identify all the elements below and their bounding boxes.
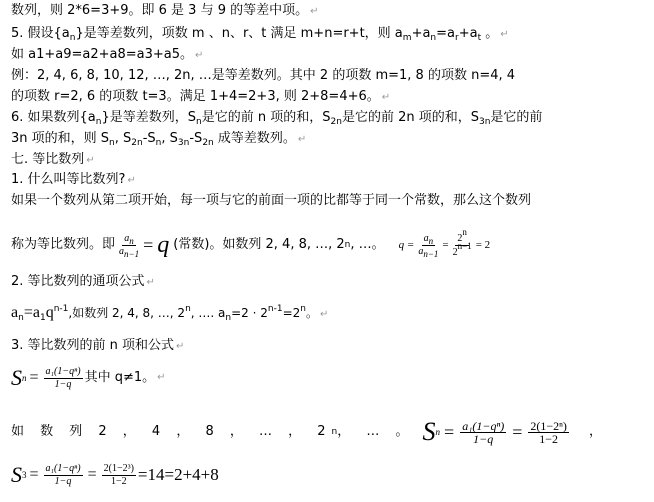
denominator: a	[119, 245, 125, 257]
subscript: 1	[39, 313, 46, 323]
line-text: =2	[282, 306, 301, 320]
formula-text: q	[45, 304, 54, 321]
fraction-an-over-an-1	[117, 233, 141, 258]
equals-sign: =	[87, 466, 97, 483]
line-text: 其中 q≠1。	[84, 370, 156, 385]
subscript: n	[430, 33, 437, 43]
superscript: n-1	[267, 304, 283, 314]
result: = 2	[475, 239, 491, 251]
formula-line-ratio: 称为等比数列。即 $\frac{a_n}{a_{n-1}}$ = q (常数)。如数列 2, 4, 8, …, 2 n , …。 q = $\frac{a_n}{a_{n-1}}$ = $\frac{2^n}{2^{n-1}}$ = 2	[11, 226, 491, 259]
text-line-10	[11, 193, 531, 209]
subscript: n−1	[124, 248, 140, 259]
line-text: }是等差数列，项数 m 、n、r、t 满足 m+n=r+t，则 a	[75, 26, 403, 41]
denominator: 1−2	[539, 431, 559, 446]
line-text: 3. 等比数列的前 n 项和公式	[11, 338, 175, 353]
subscript: n	[428, 235, 434, 246]
paragraph-mark-icon: ↵	[86, 155, 95, 166]
paragraph-mark-icon: ↵	[146, 277, 155, 288]
line-text: , S	[114, 131, 132, 146]
formula-text: =a	[23, 304, 40, 321]
text-line-4	[11, 68, 515, 84]
formula-line-general-term	[11, 305, 328, 323]
line-text: ， … 。	[337, 424, 415, 439]
equals-sign: =	[29, 369, 39, 386]
line-text: =a	[436, 26, 455, 41]
formula-line-s3: S 3 = $\frac{\text{a₁(1−qⁿ)}}{1-q}$ = $\frac{\text{2(1−2³)}}{1-2}$ =14=2+4+8	[11, 462, 219, 487]
line-text: -S	[189, 131, 203, 146]
fraction-sum-formula	[460, 420, 506, 445]
subscript: 2n	[330, 117, 342, 127]
superscript: n	[462, 226, 467, 237]
line-text: 如 a1+a9=a2+a8=a3+a5。	[11, 47, 194, 62]
line-text: 如果一个数列从第二项开始，每一项与它的前面一项的比都等于同一个常数，那么这个数列	[11, 193, 532, 208]
line-text: 例：2, 4, 6, 8, 10, 12, …, 2n, …是等差数列。其中 2 的项数 m=1, 8 的项数 n=4, 4	[11, 68, 516, 83]
sum-symbol: S	[422, 417, 436, 446]
line-text: , …。	[350, 237, 385, 252]
superscript: n	[185, 304, 191, 314]
line-text: 如 数 列 2 ， 4 ， 8 ， … ， 2	[11, 424, 332, 439]
fraction-an-ratio	[416, 233, 440, 258]
line-text: 。	[306, 306, 319, 320]
paragraph-mark-icon: ↵	[176, 341, 185, 352]
paragraph-mark-icon: ↵	[157, 372, 166, 383]
numerator: 2(1−2ⁿ)	[530, 418, 567, 433]
paragraph-mark-icon: ↵	[381, 92, 391, 103]
denominator: 1−2	[110, 475, 127, 487]
line-text: 的项数 r=2, 6 的项数 t=3。满足 1+4=2+3, 则 2+8=4+6。	[11, 89, 380, 104]
denominator: a	[418, 245, 424, 257]
sum-symbol: S	[11, 365, 22, 390]
text-line-1	[11, 3, 319, 20]
paragraph-mark-icon: ↵	[127, 175, 136, 186]
subscript: n	[196, 117, 202, 127]
line-text: 1. 什么叫等比数列?	[11, 172, 126, 187]
text-line-12	[11, 274, 155, 291]
equals-sign: =	[29, 466, 39, 483]
denominator: 2	[452, 246, 458, 258]
equals-sign: =	[512, 422, 523, 442]
subscript: 3n	[177, 138, 190, 148]
line-text: ，	[588, 424, 602, 439]
subscript: n	[69, 33, 76, 43]
line-text: 称为等比数列。即	[11, 237, 116, 252]
numerator: 2	[457, 232, 463, 244]
superscript: n−1	[457, 240, 472, 251]
paragraph-mark-icon: ↵	[310, 6, 319, 17]
line-text: 。	[481, 26, 499, 41]
line-text: 是它的前	[490, 110, 543, 125]
paragraph-mark-icon: ↵	[195, 50, 204, 61]
fraction-example	[528, 420, 569, 445]
subscript: n	[95, 117, 102, 127]
line-text: +a	[411, 26, 431, 41]
paragraph-mark-icon: ↵	[320, 309, 329, 320]
q-label: q =	[398, 239, 415, 251]
line-text: (常数)。如数列 2, 4, 8, …, 2	[173, 237, 345, 252]
text-line-3	[11, 47, 203, 64]
superscript: n-1	[53, 304, 69, 314]
formula-line-sum: S n = $\frac{\text{a₁(1−qⁿ)}}{1-q}$ 其中 q≠1。 ↵	[11, 365, 166, 390]
fraction-power-ratio	[451, 226, 474, 259]
text-line-5	[11, 89, 390, 106]
fraction-sum-formula	[44, 463, 83, 488]
numerator: a₁(1−qⁿ)	[45, 365, 81, 377]
equals-sign: =	[442, 239, 449, 251]
line-text: 6. 如果数列{a	[11, 110, 96, 125]
line-text: 3n 项的和，则 S	[11, 131, 110, 146]
line-text: 成等差数列。	[213, 131, 296, 146]
line-text: }是等差数列，S	[101, 110, 197, 125]
fraction-example	[102, 463, 136, 488]
subscript: n−1	[423, 248, 439, 259]
numerator: a	[423, 232, 429, 244]
numerator: a₁(1−qⁿ)	[462, 418, 505, 433]
denominator: 1−q	[54, 475, 72, 487]
line-text: , …. a	[190, 306, 226, 320]
subscript: n	[129, 235, 134, 246]
equals-sign: =	[444, 422, 455, 442]
subscript: r	[455, 33, 459, 43]
formula-text: a	[11, 304, 19, 321]
subscript: 3n	[478, 117, 491, 127]
text-line-6	[11, 110, 542, 126]
line-text: -S	[142, 131, 156, 146]
subscript: n	[109, 138, 115, 148]
subscript: 2n	[202, 138, 214, 148]
subscript: m	[402, 33, 412, 43]
text-line-14	[11, 338, 184, 355]
line-text: =2 · 2	[231, 306, 268, 320]
denominator: 1−q	[473, 431, 494, 446]
text-line-7	[11, 131, 306, 148]
paragraph-mark-icon: ↵	[500, 29, 509, 40]
line-text: 是它的前 n 项的和，S	[201, 110, 331, 125]
section-heading	[11, 152, 95, 169]
line-text: 数列，则 2*6=3+9。即 6 是 3 与 9 的等差中项。	[11, 3, 309, 18]
subscript: n	[155, 138, 162, 148]
subscript: n	[18, 313, 24, 323]
line-text: +a	[458, 26, 478, 41]
fraction-sum-formula	[44, 366, 83, 391]
formula-line-example: 如 数 列 2 ， 4 ， 8 ， … ， 2 n ， … 。 S n = $\frac{\text{a₁(1−qⁿ)}}{1-q}$ = $\frac{\text{2(1−2ⁿ)}}{1-2}$ ，	[11, 417, 602, 446]
line-text: ,如数列 2, 4, 8, …, 2	[68, 306, 186, 320]
line-text: 5. 假设{a	[11, 26, 70, 41]
numerator: 2(1−2³)	[103, 462, 134, 474]
subscript: t	[477, 33, 482, 43]
numerator: a₁(1−qⁿ)	[45, 462, 81, 474]
numerator: a	[124, 232, 130, 244]
line-text: 七. 等比数列	[11, 152, 85, 167]
equals-sign: =	[143, 235, 154, 255]
result: =14=2+4+8	[137, 465, 219, 484]
text-line-9	[11, 172, 136, 189]
subscript: 2n	[131, 138, 143, 148]
line-text: 是它的前 2n 项的和，S	[341, 110, 479, 125]
superscript: n	[300, 304, 307, 314]
paragraph-mark-icon: ↵	[297, 134, 307, 145]
text-line-2	[11, 26, 509, 43]
sum-symbol: S	[11, 462, 22, 487]
ratio-symbol: q	[157, 232, 170, 258]
denominator: 1−q	[54, 378, 72, 390]
line-text: 2. 等比数列的通项公式	[11, 274, 145, 289]
subscript: n	[225, 313, 232, 323]
line-text: , S	[161, 131, 178, 146]
